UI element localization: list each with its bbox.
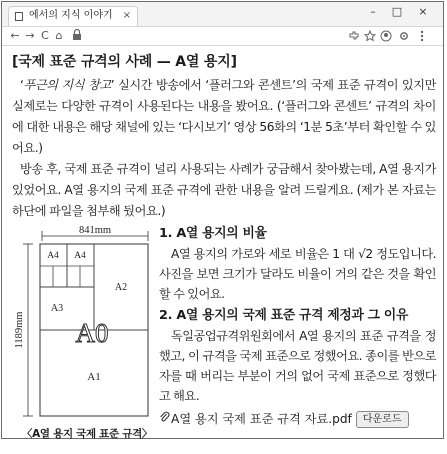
a3-label: A3 [50, 303, 64, 314]
download-button[interactable]: 다운로드 [356, 411, 409, 428]
intro-paragraph [12, 75, 436, 159]
browser-window [1, 1, 444, 439]
bookmark-star-icon[interactable] [364, 30, 376, 42]
attachment-row [159, 410, 436, 428]
a-series-diagram [12, 224, 152, 424]
more-menu-icon[interactable] [416, 30, 428, 42]
title-bar [2, 2, 443, 27]
section1-body: A열 용지의 가로와 세로 비율은 1 대 √2 정도입니다. 사진을 보면 크기가 달라도 비율이 거의 같은 것을 확인할 수 있어요. [159, 247, 436, 301]
a2-label: A2 [114, 282, 128, 293]
profile-icon[interactable] [380, 30, 392, 42]
forward-arrow-icon[interactable]: → [25, 29, 35, 42]
show-name: 푸근의 지식 창고 [23, 78, 111, 92]
content-columns [12, 224, 436, 454]
tab-title: 에서의 지식 이야기 [29, 10, 113, 21]
reload-icon[interactable]: C [41, 29, 49, 42]
browser-toolbar [2, 27, 443, 46]
a-series-figure [12, 224, 152, 446]
quote-open: ‘ [20, 78, 24, 92]
article-title: [국제 표준 규격의 사례 — A열 용지] [12, 54, 237, 70]
width-dimension-label: 841mm [78, 225, 112, 236]
address-bar[interactable] [70, 29, 310, 42]
paperclip-icon [159, 410, 171, 428]
figure-caption: 〈A열 용지 국제 표준 규격〉 [21, 428, 153, 440]
maximize-button[interactable]: □ [391, 5, 403, 18]
intro-text: ’ 실시간 방송에서 ‘플러그와 콘센트’의 국제 표준 규격이 있지만 실제로는 다양한 규격이 사용된다는 내용을 봤어요. (‘플러그와 콘센트’ 규격의 차이에 대한 내용은 해당 채널에 있는 ‘다시보기’ 영상 56화의 ‘1분 5초’부터 확인할 수 있어요.) [12, 78, 437, 155]
section2-heading: 2. A열 용지의 국제 표준 규격 제정과 그 이유 [159, 308, 408, 323]
page-icon [15, 12, 23, 21]
tab-close-icon[interactable]: × [122, 10, 131, 21]
extensions-icon[interactable] [348, 30, 360, 42]
a0-label: A0 [75, 318, 109, 348]
section2-body: 독일공업규격위원회에서 A열 용지의 표준 규격을 정했고, 이 규격을 국제 표준으로 정했어요. 종이를 반으로 자를 때 버리는 부분이 거의 없어 국제 표준으로 정했다고 해요. [159, 329, 436, 403]
close-window-button[interactable]: × [418, 5, 428, 18]
a4-label-left: A4 [47, 251, 59, 261]
height-dimension-label: 1189mm [14, 311, 25, 349]
second-paragraph: 방송 후, 국제 표준 규격이 널리 사용되는 사례가 궁금해서 찾아봤는데, A열 용지가 있었어요. A열 용지의 국제 표준 규격에 관한 내용을 알려 드릴게요. (제가 본 자료는 하단에 파일을 첨부해 뒀어요.) [12, 162, 436, 218]
browser-tab[interactable] [8, 6, 138, 26]
attachment-filename[interactable]: A열 용지 국제 표준 규격 자료.pdf [171, 412, 352, 426]
home-icon[interactable]: ⌂ [55, 29, 63, 42]
a4-label-right: A4 [74, 251, 86, 261]
a1-label: A1 [87, 371, 101, 383]
section1-heading: 1. A열 용지의 비율 [159, 226, 267, 241]
lock-icon [72, 29, 82, 41]
back-arrow-icon[interactable]: ← [10, 29, 20, 42]
minimize-button[interactable]: – [370, 5, 376, 18]
settings-icon[interactable] [398, 30, 410, 42]
explanation-column [159, 224, 436, 428]
article [12, 46, 436, 454]
